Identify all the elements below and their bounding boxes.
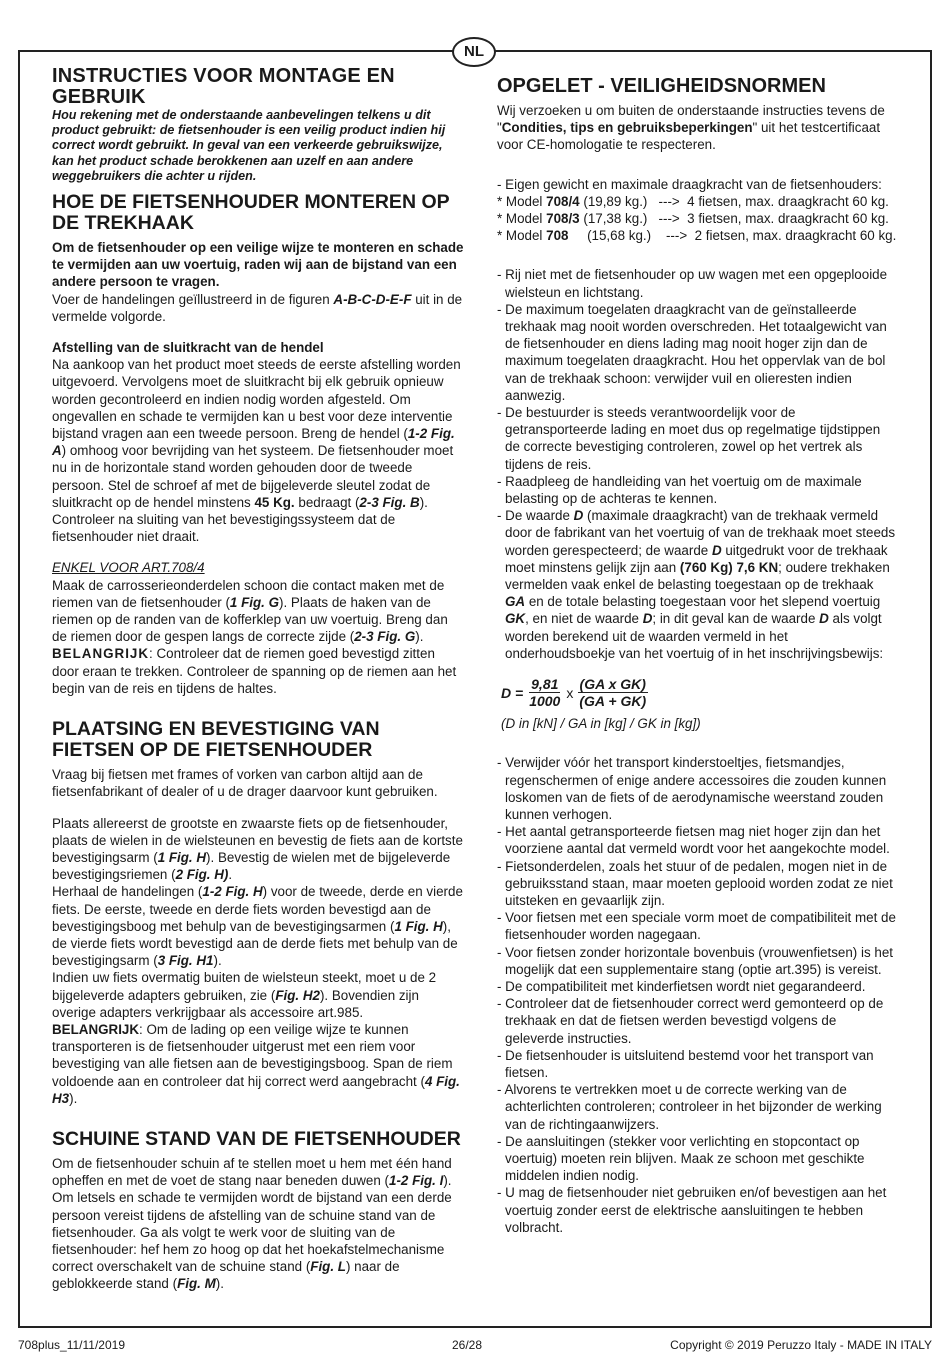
mount-bold-text: Om de fietsenhouder op een veilige wijze te monteren en schade te vermijden aan uw voertuig, raden wij aan de bijstand van een andere persoon te vragen. (52, 240, 464, 290)
important-note-2: BELANGRIJK: Om de lading op een veilige wijze te kunnen transporteren is de fietsenhouder uitgerust met een riem voor bevestiging van alle fietsen aan de bevestigingsboog. Span de riem voldoende aan en controleer dat hij correct werd aangebracht (4 Fig. H3). (52, 1021, 460, 1106)
placement-text-2: Herhaal de handelingen (1-2 Fig. H) voor de tweede, derde en vierde fiets. De eerste, tweede en derde fiets worden bevestigd aan de bevestigingsboog met behulp van de bevestigingsarmen (1 Fig. H), de vierde fiets wordt bevestigd aan de derde fiets met behulp van de bevestigingsarm (3 Fig. H1). (52, 884, 463, 969)
list-item: - Fietsonderdelen, zoals het stuur of de pedalen, mogen niet in de gebruiksstand staan, maar moeten geplooid worden zodat ze niet uitsteken en gevaarlijk zijn. (497, 858, 893, 908)
list-item: - De maximum toegelaten draagkracht van de geïnstalleerde trekhaak mag nooit worden overschreden. Het totaalgewicht van de fietsenhouder en diens lading mag nooit hoger zijn dan de maximum toegelaten draagkracht. Hou het oppervlak van de bol van de trekhaak schoon: verwijder vuil en olieresten indien aanwezig. (497, 301, 887, 403)
left-column (52, 66, 464, 1293)
intro-text: Hou rekening met de onderstaande aanbevelingen telkens u dit product gebruikt: de fietsenhouder is een veilig product indien hij correct wordt gebruikt. In geval van een verkeerde gebruikswijze, kan het product schade berokkenen aan uzelf en aan andere weggebruikers die achter u rijden. (52, 108, 446, 183)
only-708-4-label: ENKEL VOOR ART.708/4 (52, 560, 205, 576)
adjust-text: Na aankoop van het product moet steeds de eerste afstelling worden uitgevoerd. Vervolgens moet de sluitkracht bij elk gebruik opnieuw worden gecontroleerd en indien nodig worden afgesteld. Om ongevallen en schade te vermijden kan u best voor deze interventie bijstand vragen aan een tweede persoon. Breng de hendel (1-2 Fig. A) omhoog voor bevrijding van het systeem. De fietsenhouder moet nu in de horizontale stand worden gehouden door de tweede persoon. Stel de schroef af met de bijgeleverde sleutel zodat de sluitkracht op de hendel minstens 45 Kg. bedraagt (2-3 Fig. B). Controleer na sluiting van het bevestigingssysteem dat de fietsenhouder niet draait. (52, 357, 461, 545)
model-specs (497, 176, 897, 245)
d-value-formula: D = $\frac{9,81}{1000}$ x $\frac{\text{(GA x GK)}}{(GA + GK)}$ (501, 676, 647, 710)
safety-rules (497, 266, 897, 662)
footer-copyright: Copyright © 2019 Peruzzo Italy - MADE IN ITALY (670, 1338, 932, 1352)
list-item: - Rij niet met de fietsenhouder op uw wagen met een opgeplooide wielsteun en lichtstang. (497, 267, 888, 300)
formula-units: (D in [kN] / GA in [kg] / GK in [kg]) (501, 716, 701, 732)
footer-code: 708plus_11/11/2019 (18, 1338, 125, 1352)
mount-text: Voer de handelingen geïllustreerd in de figuren A-B-C-D-E-F uit in de vermelde volgorde. (52, 291, 463, 324)
list-item: - Het aantal getransporteerde fietsen mag niet hoger zijn dan het voorziene aantal dat vermeld wordt voor het aangekochte model. (497, 824, 890, 857)
list-item: - De bestuurder is steeds verantwoordelijk voor de getransporteerde lading en moet dus op regelmatige tijdstippen de correcte bevestiging controleren, zowel op het vertrek als tijdens de reis. (497, 405, 881, 472)
list-item: - U mag de fietsenhouder niet gebruiken en/of bevestigen aan het voertuig zonder eerst de elektrische aansluitingen te hebben volbracht. (497, 1185, 887, 1235)
section-mount-title: HOE DE FIETSENHOUDER MONTEREN OP DE TREKHAAK (52, 191, 450, 235)
model-row: * Model 708/3 (17,38 kg.) ---> 3 fietsen, max. draagkracht 60 kg. (497, 211, 889, 227)
safety-intro: Wij verzoeken u om buiten de onderstaande instructies tevens de "Condities, tips en gebruiksbeperkingen" uit het testcertificaat voor CE-homologatie te respecteren. (497, 103, 885, 153)
list-item: - De fietsenhouder is uitsluitend bestemd voor het transport van fietsen. (497, 1047, 874, 1080)
list-item: - De waarde D (maximale draagkracht) van de trekhaak vermeld door de fabrikant van het voertuig of van de trekhaak moet steeds worden gerespecteerd; de waarde D uitgedrukt voor de trekhaak moet minstens gelijk zijn aan (760 Kg) 7,6 KN; oudere trekhaken vermelden vaak enkel de belasting toegestaan op de trekhaak GA en de totale belasting toegestaan voor het slepend voertuig GK, en niet de waarde D; in dit geval kan de waarde D als volgt worden berekend uit de waarden vermeld in het onderhoudsboekje van het voertuig of in het inschrijvingsbewijs: (497, 508, 896, 661)
placement-text-3: Indien uw fiets overmatig buiten de wielsteun steekt, moet u de 2 bijgeleverde adapters gebruiken, zie (Fig. H2). Bovendien zijn overige adapters verkrijgbaar als accessoire art.985. (52, 970, 437, 1020)
list-item: - Voor fietsen met een speciale vorm moet de compatibiliteit met de fietsenhouder worden nagegaan. (497, 910, 896, 943)
tilt-text: Om de fietsenhouder schuin af te stellen moet u hem met één hand opheffen en met de voet de stang naar beneden duwen (1-2 Fig. I). Om letsels en schade te vermijden wordt de bijstand van een derde persoon vereist tijdens de afstelling van de schuine stand van de fietsenhouder. Ga als volgt te werk voor de sluiting van de fietsenhouder: hef hem zo hoog op dat het hoekafstelmechanisme correct overschakelt van de schuine stand (Fig. L) naar de geblokkeerde stand (Fig. M). (52, 1155, 452, 1292)
right-column (497, 66, 897, 1236)
figure-ref: A-B-C-D-E-F (333, 291, 412, 307)
list-item: - Raadpleeg de handleiding van het voertuig om de maximale belasting op de achteras te kennen. (497, 473, 862, 507)
placement-carbon-text: Vraag bij fietsen met frames of vorken van carbon altijd aan de fietsenfabrikant of dealer of u de drager daarvoor kunt gebruiken. (52, 767, 438, 800)
list-item: - Alvorens te vertrekken moet u de correcte werking van de achterlichten controleren; controleer in het bijzonder de werking van de richtingaanwijzers. (497, 1082, 882, 1132)
list-item: - Controleer dat de fietsenhouder correct werd gemonteerd op de trekhaak en dat de fietsen werden bevestigd volgens de geleverde instructies. (497, 996, 884, 1046)
list-item: - Verwijder vóór het transport kinderstoeltjes, fietsmandjes, regenschermen of enige andere accessoires die zouden kunnen loskomen van de fiets of de aerodynamische weerstand zouden kunnen verhogen. (497, 755, 887, 822)
list-item: - De aansluitingen (stekker voor verlichting en stopcontact op voertuig) moeten rein blijven. Maak ze schoon met geschikte middelen indien nodig. (497, 1133, 865, 1184)
footer-page-number: 26/28 (452, 1338, 483, 1352)
section-tilt-title: SCHUINE STAND VAN DE FIETSENHOUDER (52, 1127, 461, 1150)
model-row: * Model 708 (15,68 kg.) ---> 2 fietsen, max. draagkracht 60 kg. (497, 228, 897, 244)
important-note-1: BELANGRIJK: Controleer dat de riemen goed bevestigd zitten door eraan te trekken. Controleer de spanning op de riemen aan het begin van de reis en tijdens de haltes. (52, 646, 457, 696)
safety-title: OPGELET - VEILIGHEIDSNORMEN (497, 75, 826, 97)
language-badge: NL (452, 37, 496, 67)
main-title: INSTRUCTIES VOOR MONTAGE EN GEBRUIK (52, 65, 395, 108)
only-708-4-text: Maak de carrosserieonderdelen schoon die contact maken met de riemen van de fietsenhouder (1 Fig. G). Plaats de haken van de riemen op de randen van de kofferklep van uw voertuig. Breng dan de riemen door de gespen langs de correcte zijde (2-3 Fig. G). (52, 577, 448, 645)
placement-text-1: Plaats allereerst de grootste en zwaarste fiets op de fietsenhouder, plaats de wielen in de wielsteunen en bevestig de fiets aan de kortste bevestigingsarm (1 Fig. H). Bevestig de wielen met de bijgeleverde bevestigingsriemen (2 Fig. H). (52, 815, 463, 883)
list-item: - Voor fietsen zonder horizontale bovenbuis (vrouwenfietsen) is het mogelijk dat een supplementaire stang (optie art.395) is vereist. (497, 944, 893, 977)
model-row: * Model 708/4 (19,89 kg.) ---> 4 fietsen, max. draagkracht 60 kg. (497, 193, 889, 209)
list-item: - De compatibiliteit met kinderfietsen wordt niet gegarandeerd. (497, 978, 866, 994)
adjust-title: Afstelling van de sluitkracht van de hendel (52, 340, 324, 356)
safety-rules-2 (497, 754, 897, 1236)
section-placement-title: PLAATSING EN BEVESTIGING VAN FIETSEN OP DE FIETSENHOUDER (52, 718, 380, 762)
models-heading: - Eigen gewicht en maximale draagkracht van de fietsenhouders: (497, 176, 882, 192)
